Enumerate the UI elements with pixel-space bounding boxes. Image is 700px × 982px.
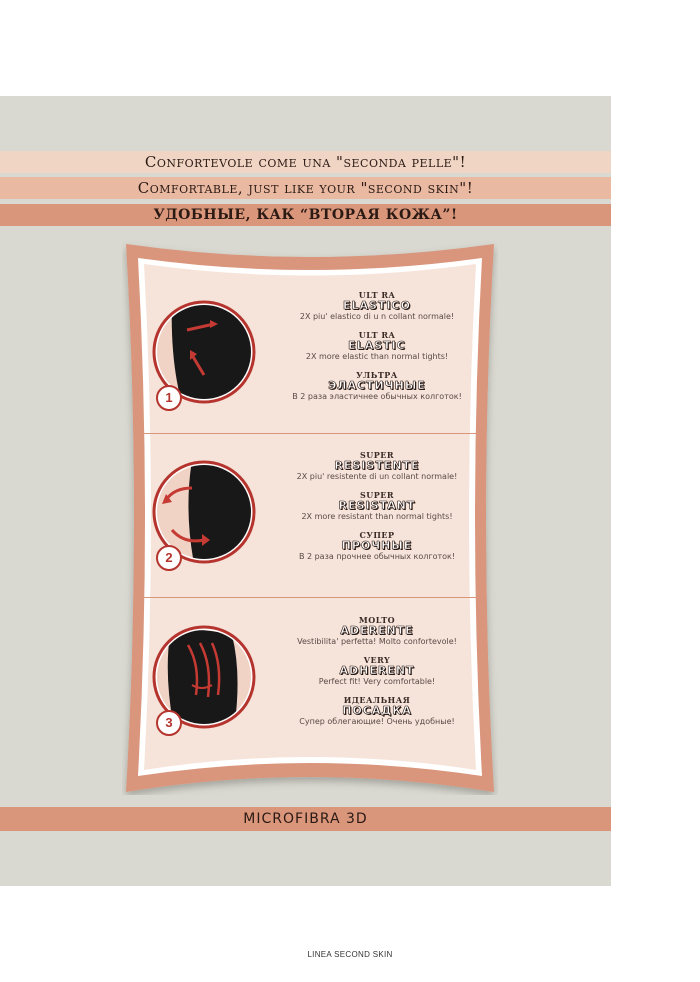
feature-desc-en: Perfect fit! Very comfortable! xyxy=(318,677,436,686)
feature-desc-en: 2X more resistant than normal tights! xyxy=(301,512,453,521)
feature-number-badge: 1 xyxy=(156,385,182,411)
section-divider xyxy=(142,433,482,434)
feature-desc-it: 2X piu' elastico di u n collant normale! xyxy=(299,312,455,321)
feature-title-en: ELASTIC xyxy=(348,339,406,352)
feature-title-ru: ПОСАДКА xyxy=(342,704,412,717)
section-divider xyxy=(142,597,482,598)
headline-russian: УДОБНЫЕ, КАК “ВТОРАЯ КОЖА”! xyxy=(0,204,611,226)
feature-desc-ru: В 2 раза прочнее обычных колготок! xyxy=(298,552,456,561)
feature-prefix-en: VERY xyxy=(363,655,391,665)
feature-desc-it: Vestibilita' perfetta! Molto confortevole! xyxy=(297,637,457,646)
headline-italian: Confortevole come una "seconda pelle"! xyxy=(0,151,611,173)
feature-prefix-ru: ИДЕАЛЬНАЯ xyxy=(343,695,411,705)
feature-desc-it: 2X piu' resistente di un collant normale! xyxy=(296,472,458,481)
feature-title-ru: ЭЛАСТИЧНЫЕ xyxy=(328,379,426,392)
feature-card xyxy=(122,240,498,795)
feature-title-en: ADHERENT xyxy=(339,664,415,677)
feature-title-it: RESISTENTE xyxy=(334,459,420,472)
feature-prefix-en: SUPER xyxy=(359,490,394,500)
feature-number-badge: 2 xyxy=(156,545,182,571)
feature-title-it: ELASTICO xyxy=(343,299,411,312)
feature-prefix-it: SUPER xyxy=(359,450,394,460)
feature-title-en: RESISTANT xyxy=(338,499,416,512)
feature-prefix-ru: УЛЬТРА xyxy=(356,370,398,380)
feature-title-ru: ПРОЧНЫЕ xyxy=(341,539,413,552)
product-line-band: MICROFIBRA 3D xyxy=(0,807,611,831)
page-footer: LINEA SECOND SKIN xyxy=(307,950,393,959)
feature-prefix-it: ULT RA xyxy=(358,290,396,300)
feature-desc-ru: В 2 раза эластичнее обычных колготок! xyxy=(292,392,462,401)
feature-prefix-ru: СУПЕР xyxy=(359,530,395,540)
feature-prefix-it: MOLTO xyxy=(358,615,396,625)
feature-prefix-en: ULT RA xyxy=(358,330,396,340)
feature-number-badge: 3 xyxy=(156,710,182,736)
feature-desc-en: 2X more elastic than normal tights! xyxy=(305,352,449,361)
feature-desc-ru: Супер облегающие! Очень удобные! xyxy=(299,717,455,726)
feature-title-it: ADERENTE xyxy=(340,624,414,637)
headline-english: Comfortable, just like your "second skin"! xyxy=(0,177,611,199)
